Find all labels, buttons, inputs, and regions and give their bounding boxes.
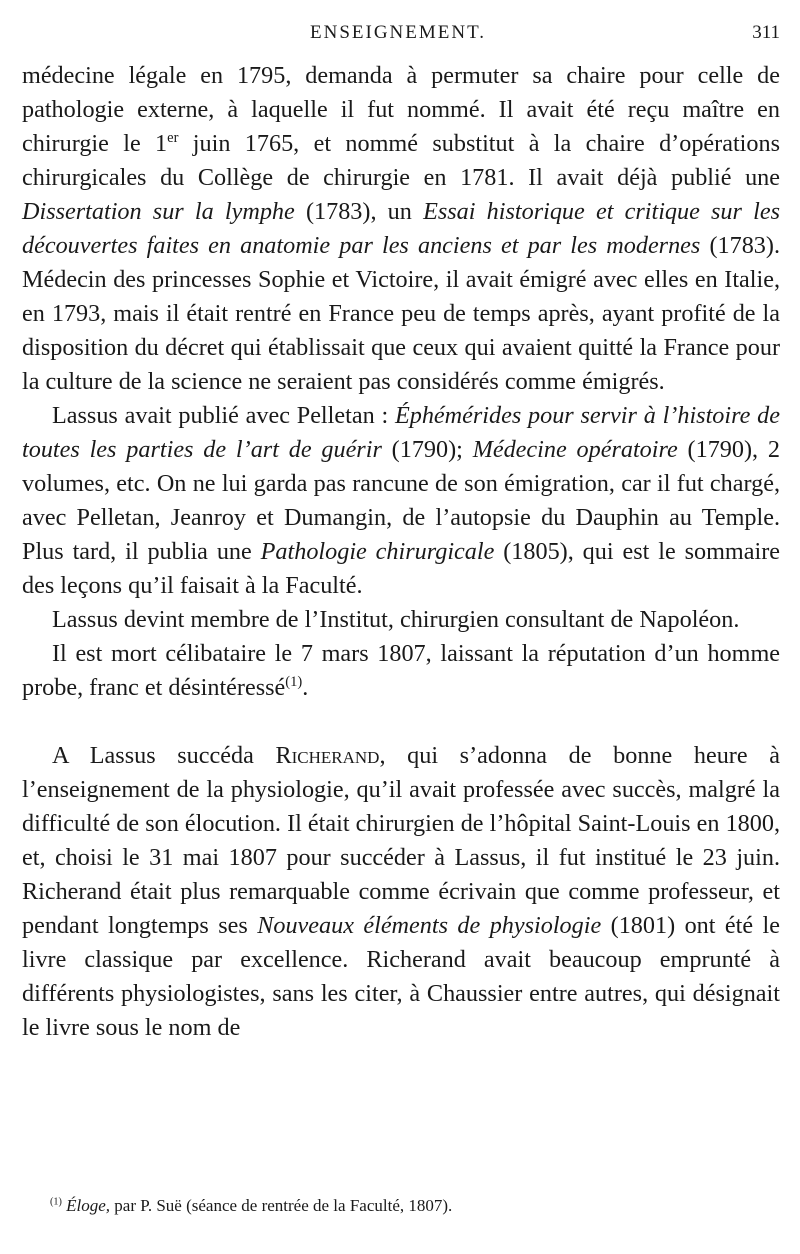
text-run: (1783), un [294, 198, 424, 225]
book-title: Éphémérides pour servir à l’histoire de toutes les parties de l’art de guérir [22, 402, 780, 463]
book-title: Pathologie chirurgicale [260, 538, 495, 565]
page-header [22, 22, 780, 52]
paragraph-lassus-death [22, 637, 780, 705]
book-title: Nouveaux éléments de physiologie [257, 912, 602, 939]
footnote-reference: (1) [285, 673, 303, 690]
text-run: (1790), 2 volumes, etc. On ne lui garda pas rancune de son émigration, car il fut chargé, avec Pelletan, Jeanroy et Dumangin, de l’autopsie du Dauphin au Temple. Plus tard, il publia une [22, 436, 780, 565]
text-run: A Lassus succéda [52, 742, 276, 769]
running-title: ENSEIGNEMENT. [310, 22, 487, 43]
text-run: , qui s’adonna de bonne heure à l’enseignement de la physiologie, qu’il avait professée avec succès, malgré la difficulté de son élocution. Il était chirurgien de l’hôpital Saint-Louis en 1800, et, choisi le 31 mai 1807 pour succéder à Lassus, il fut institué le 23 juin. Richerand était plus remarquable comme écrivain que comme professeur, et pendant longtemps ses [22, 742, 780, 939]
page-number: 311 [752, 22, 780, 43]
text-run: Il est mort célibataire le 7 mars 1807, laissant la réputation d’un homme probe, franc et désintéressé [22, 640, 780, 701]
book-title: Médecine opératoire [472, 436, 678, 463]
text-run: (1805), qui est le sommaire des leçons qu’il faisait à la Faculté. [22, 538, 780, 599]
paragraph-lassus-career [22, 59, 780, 399]
text-run: (1783). Médecin des princesses Sophie et Victoire, il avait émigré avec elles en Italie, en 1793, mais il était rentré en France peu de temps après, ayant profité de la disposition du décret qui établissait que ceux qui avaient quitté la France pour la culture de la science ne seraient pas considérés comme émigrés. [22, 232, 780, 395]
text-run: Lassus avait publié avec Pelletan : [52, 402, 395, 429]
footnote-text: par P. Suë (séance de rentrée de la Faculté, 1807). [110, 1196, 453, 1215]
paragraph-lassus-institut: Lassus devint membre de l’Institut, chirurgien consultant de Napoléon. [52, 606, 740, 633]
paragraph-richerand [22, 739, 780, 1045]
person-name: Richerand [275, 742, 380, 769]
footnote [50, 1195, 770, 1217]
text-run: médecine légale en 1795, demanda à permuter sa chaire pour celle de pathologie externe, à laquelle il fut nommé. Il avait été reçu maître en chirurgie le 1 [22, 62, 780, 157]
text-run: (1801) ont été le livre classique par excellence. Richerand avait beaucoup emprunté à différents physiologistes, sans les citer, à Chaussier entre autres, qui désignait le livre sous le nom de [22, 912, 781, 1041]
book-title: Essai historique et critique sur les découvertes faites en anatomie par les anciens et par les modernes [22, 198, 780, 259]
section-gap [22, 705, 780, 739]
text-run: juin 1765, et nommé substitut à la chaire d’opérations chirurgicales du Collège de chirurgie en 1781. Il avait déjà publié une [22, 130, 780, 191]
body-text [22, 59, 780, 1045]
text-run: (1790); [381, 436, 473, 463]
text-run: . [302, 674, 309, 701]
footnote-marker: (1) [50, 1196, 62, 1208]
superscript: er [167, 129, 179, 146]
book-title: Dissertation sur la lymphe [22, 198, 295, 225]
paragraph-lassus-works [22, 399, 780, 603]
footnote-title: Éloge, [66, 1196, 111, 1215]
